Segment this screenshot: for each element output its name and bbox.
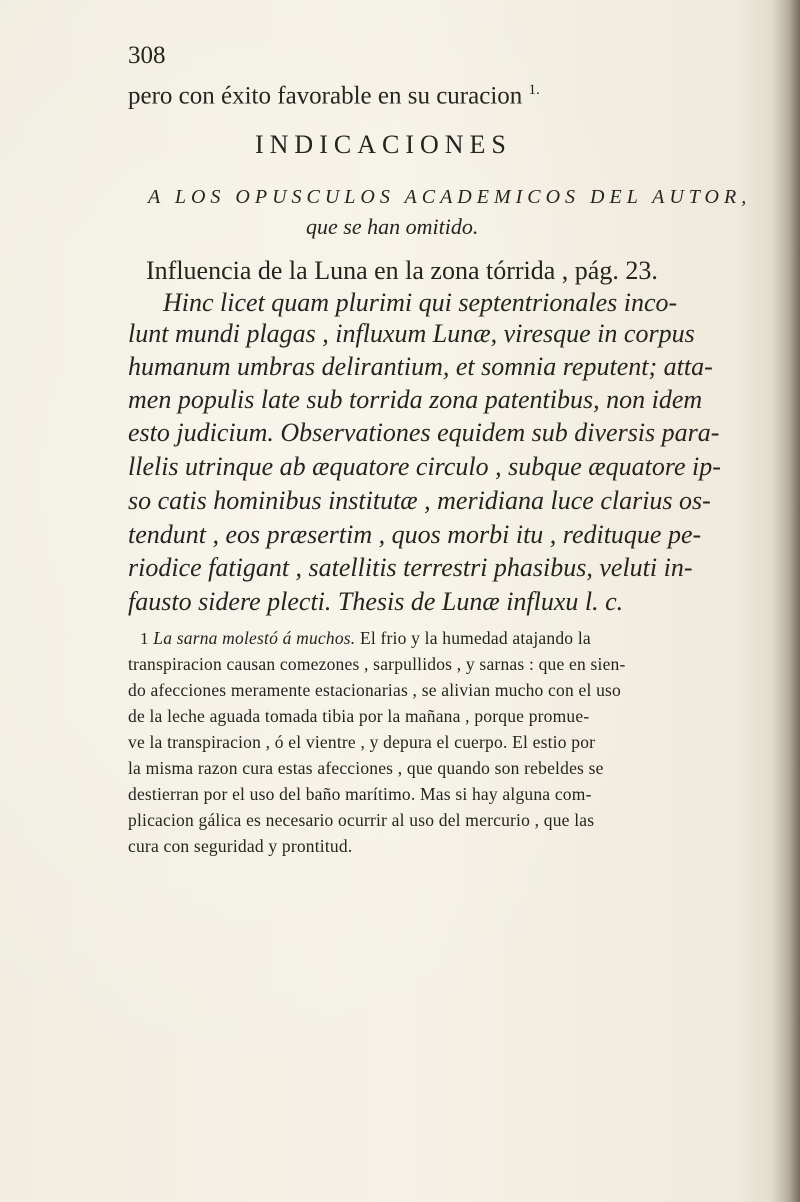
latin-line: lunt mundi plagas , influxum Lunæ, viresque in corpus	[128, 319, 695, 348]
latin-line: llelis utrinque ab æquatore circulo , subque æquatore ip-	[128, 452, 721, 481]
page-edge-shadow	[772, 0, 800, 1202]
footnote-number: 1	[140, 629, 149, 648]
latin-line: esto judicium. Observationes equidem sub diversis para-	[128, 418, 720, 447]
intro-line	[128, 82, 540, 110]
influence-heading-line: Influencia de la Luna en la zona tórrida , pág. 23.	[146, 256, 658, 285]
footnote-reference: 1.	[528, 82, 540, 98]
page-number: 308	[128, 42, 166, 69]
latin-line: tendunt , eos præsertim , quos morbi itu , redituque pe-	[128, 520, 702, 549]
footnote-text: El frio y la humedad atajando la	[359, 628, 591, 648]
footnote-line: de la leche aguada tomada tibia por la mañana , porque promue-	[128, 706, 590, 726]
footnote-line: ve la transpiracion , ó el vientre , y depura el cuerpo. El estio por	[128, 732, 596, 752]
latin-line: riodice fatigant , satellitis terrestri phasibus, veluti in-	[128, 553, 693, 582]
footnote-line: plicacion gálica es necesario ocurrir al uso del mercurio , que las	[128, 810, 595, 830]
latin-line: so catis hominibus institutæ , meridiana luce clarius os-	[128, 486, 711, 515]
intro-text: pero con éxito favorable en su curacion	[128, 82, 523, 110]
footnote-line: transpiracion causan comezones , sarpullidos , y sarnas : que en sien-	[128, 654, 626, 674]
footnote-line: cura con seguridad y prontitud.	[128, 836, 353, 856]
latin-line: Hinc licet quam plurimi qui septentrionales inco-	[163, 288, 678, 317]
footnote-line: destierran por el uso del baño marítimo. Mas si hay alguna com-	[128, 784, 592, 804]
latin-line: humanum umbras delirantium, et somnia reputent; atta-	[128, 352, 713, 381]
section-subheading-continued: que se han omitido.	[306, 214, 479, 239]
latin-line: men populis late sub torrida zona patentibus, non idem	[128, 385, 703, 414]
footnote-line: do afecciones meramente estacionarias , se alivian mucho con el uso	[128, 680, 622, 700]
section-heading: INDICACIONES	[255, 130, 512, 159]
footnote-title: La sarna molestó á muchos.	[153, 628, 356, 648]
latin-line: fausto sidere plecti. Thesis de Lunæ influxu l. c.	[128, 587, 624, 616]
section-subheading: A LOS OPUSCULOS ACADEMICOS DEL AUTOR,	[148, 186, 752, 208]
footnote-first-line	[140, 628, 591, 649]
footnote-line: la misma razon cura estas afecciones , que quando son rebeldes se	[128, 758, 604, 778]
